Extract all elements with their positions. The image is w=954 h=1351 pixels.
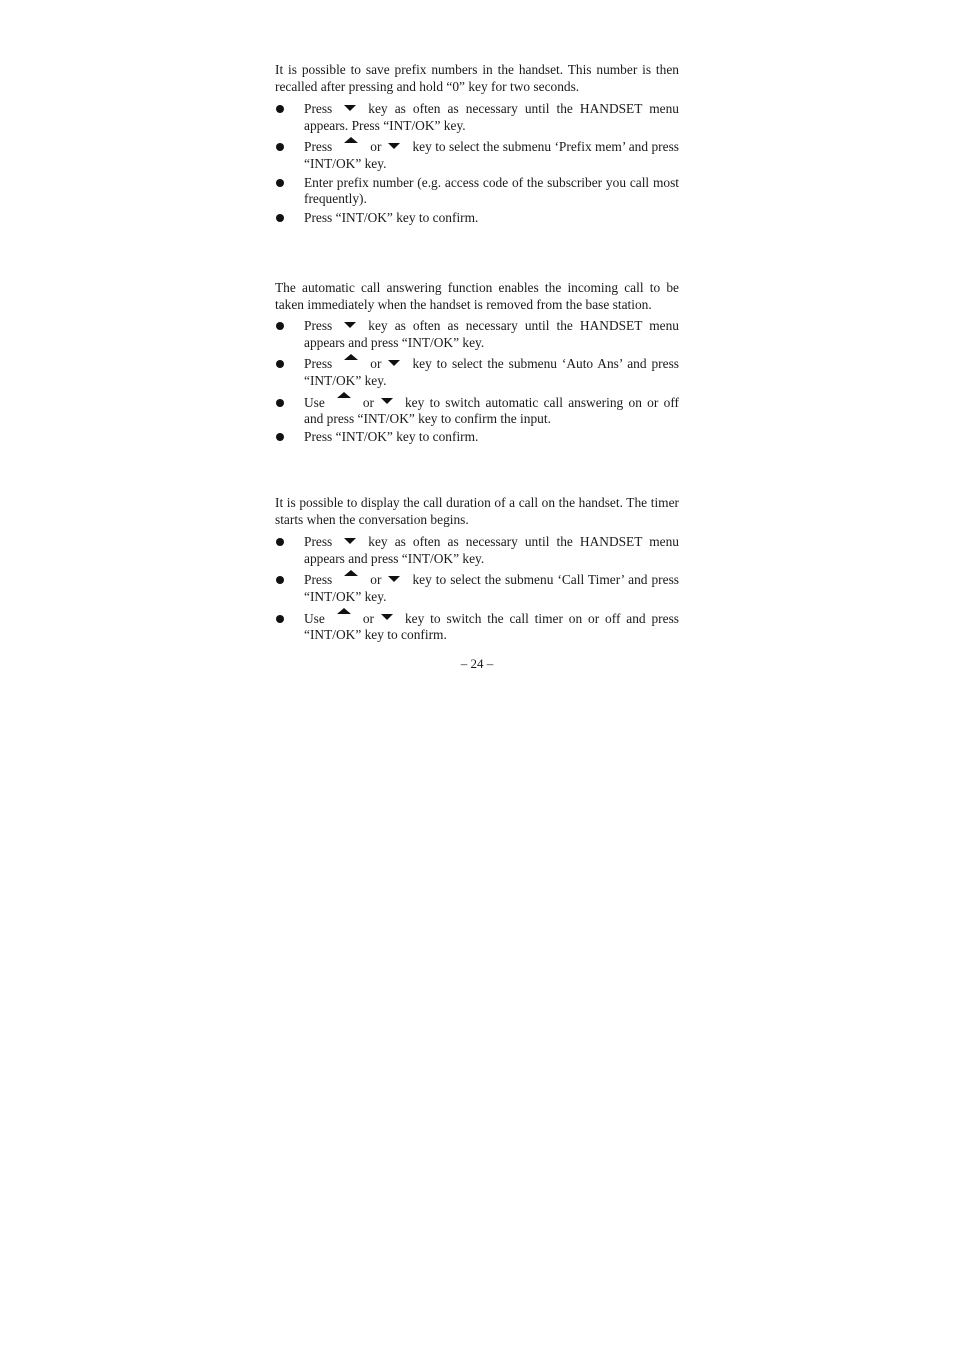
call-timer-intro: It is possible to display the call duration of a call on the handset. The timer starts when the conversation begins. — [275, 495, 679, 527]
down-arrow-icon — [344, 105, 356, 111]
bullet-icon — [276, 538, 284, 546]
bullet-icon — [276, 322, 284, 330]
list-item: Use or key to switch automatic call answering on or off and press “INT/OK” key to confirm the input. — [275, 395, 679, 428]
prefix-section — [275, 62, 679, 226]
down-arrow-icon — [388, 143, 400, 149]
bullet-icon — [276, 615, 284, 623]
down-arrow-icon — [344, 322, 356, 328]
up-arrow-icon — [337, 608, 351, 614]
up-arrow-icon — [344, 137, 358, 143]
down-arrow-icon — [388, 360, 400, 366]
list-item: Press or key to select the submenu ‘Call Timer’ and press “INT/OK” key. — [275, 572, 679, 605]
down-arrow-icon — [381, 614, 393, 620]
prefix-intro: It is possible to save prefix numbers in the handset. This number is then recalled after pressing and hold “0” key for two seconds. — [275, 62, 679, 94]
bullet-icon — [276, 214, 284, 222]
page-number: – 24 – — [460, 656, 494, 671]
bullet-icon — [276, 179, 284, 187]
bullet-icon — [276, 433, 284, 441]
call-timer-section — [275, 495, 679, 644]
list-item: Press key as often as necessary until the HANDSET menu appears and press “INT/OK” key. — [275, 318, 679, 351]
list-item: Press key as often as necessary until the HANDSET menu appears. Press “INT/OK” key. — [275, 101, 679, 134]
down-arrow-icon — [381, 398, 393, 404]
bullet-icon — [276, 105, 284, 113]
bullet-icon — [276, 399, 284, 407]
down-arrow-icon — [344, 538, 356, 544]
up-arrow-icon — [344, 354, 358, 360]
bullet-icon — [276, 360, 284, 368]
list-item: Enter prefix number (e.g. access code of the subscriber you call most frequently). — [275, 175, 679, 208]
list-item: Press or key to select the submenu ‘Auto Ans’ and press “INT/OK” key. — [275, 356, 679, 389]
down-arrow-icon — [388, 576, 400, 582]
up-arrow-icon — [337, 392, 351, 398]
bullet-icon — [276, 143, 284, 151]
list-item: Press key as often as necessary until the HANDSET menu appears and press “INT/OK” key. — [275, 534, 679, 567]
up-arrow-icon — [344, 570, 358, 576]
list-item: Press or key to select the submenu ‘Prefix mem’ and press “INT/OK” key. — [275, 139, 679, 172]
list-item: Press “INT/OK” key to confirm. — [275, 429, 679, 446]
auto-answer-intro: The automatic call answering function enables the incoming call to be taken immediately when the handset is removed from the base station. — [275, 280, 679, 312]
auto-answer-section — [275, 280, 679, 445]
list-item: Press “INT/OK” key to confirm. — [275, 210, 679, 227]
bullet-icon — [276, 576, 284, 584]
list-item: Use or key to switch the call timer on or off and press “INT/OK” key to confirm. — [275, 611, 679, 644]
